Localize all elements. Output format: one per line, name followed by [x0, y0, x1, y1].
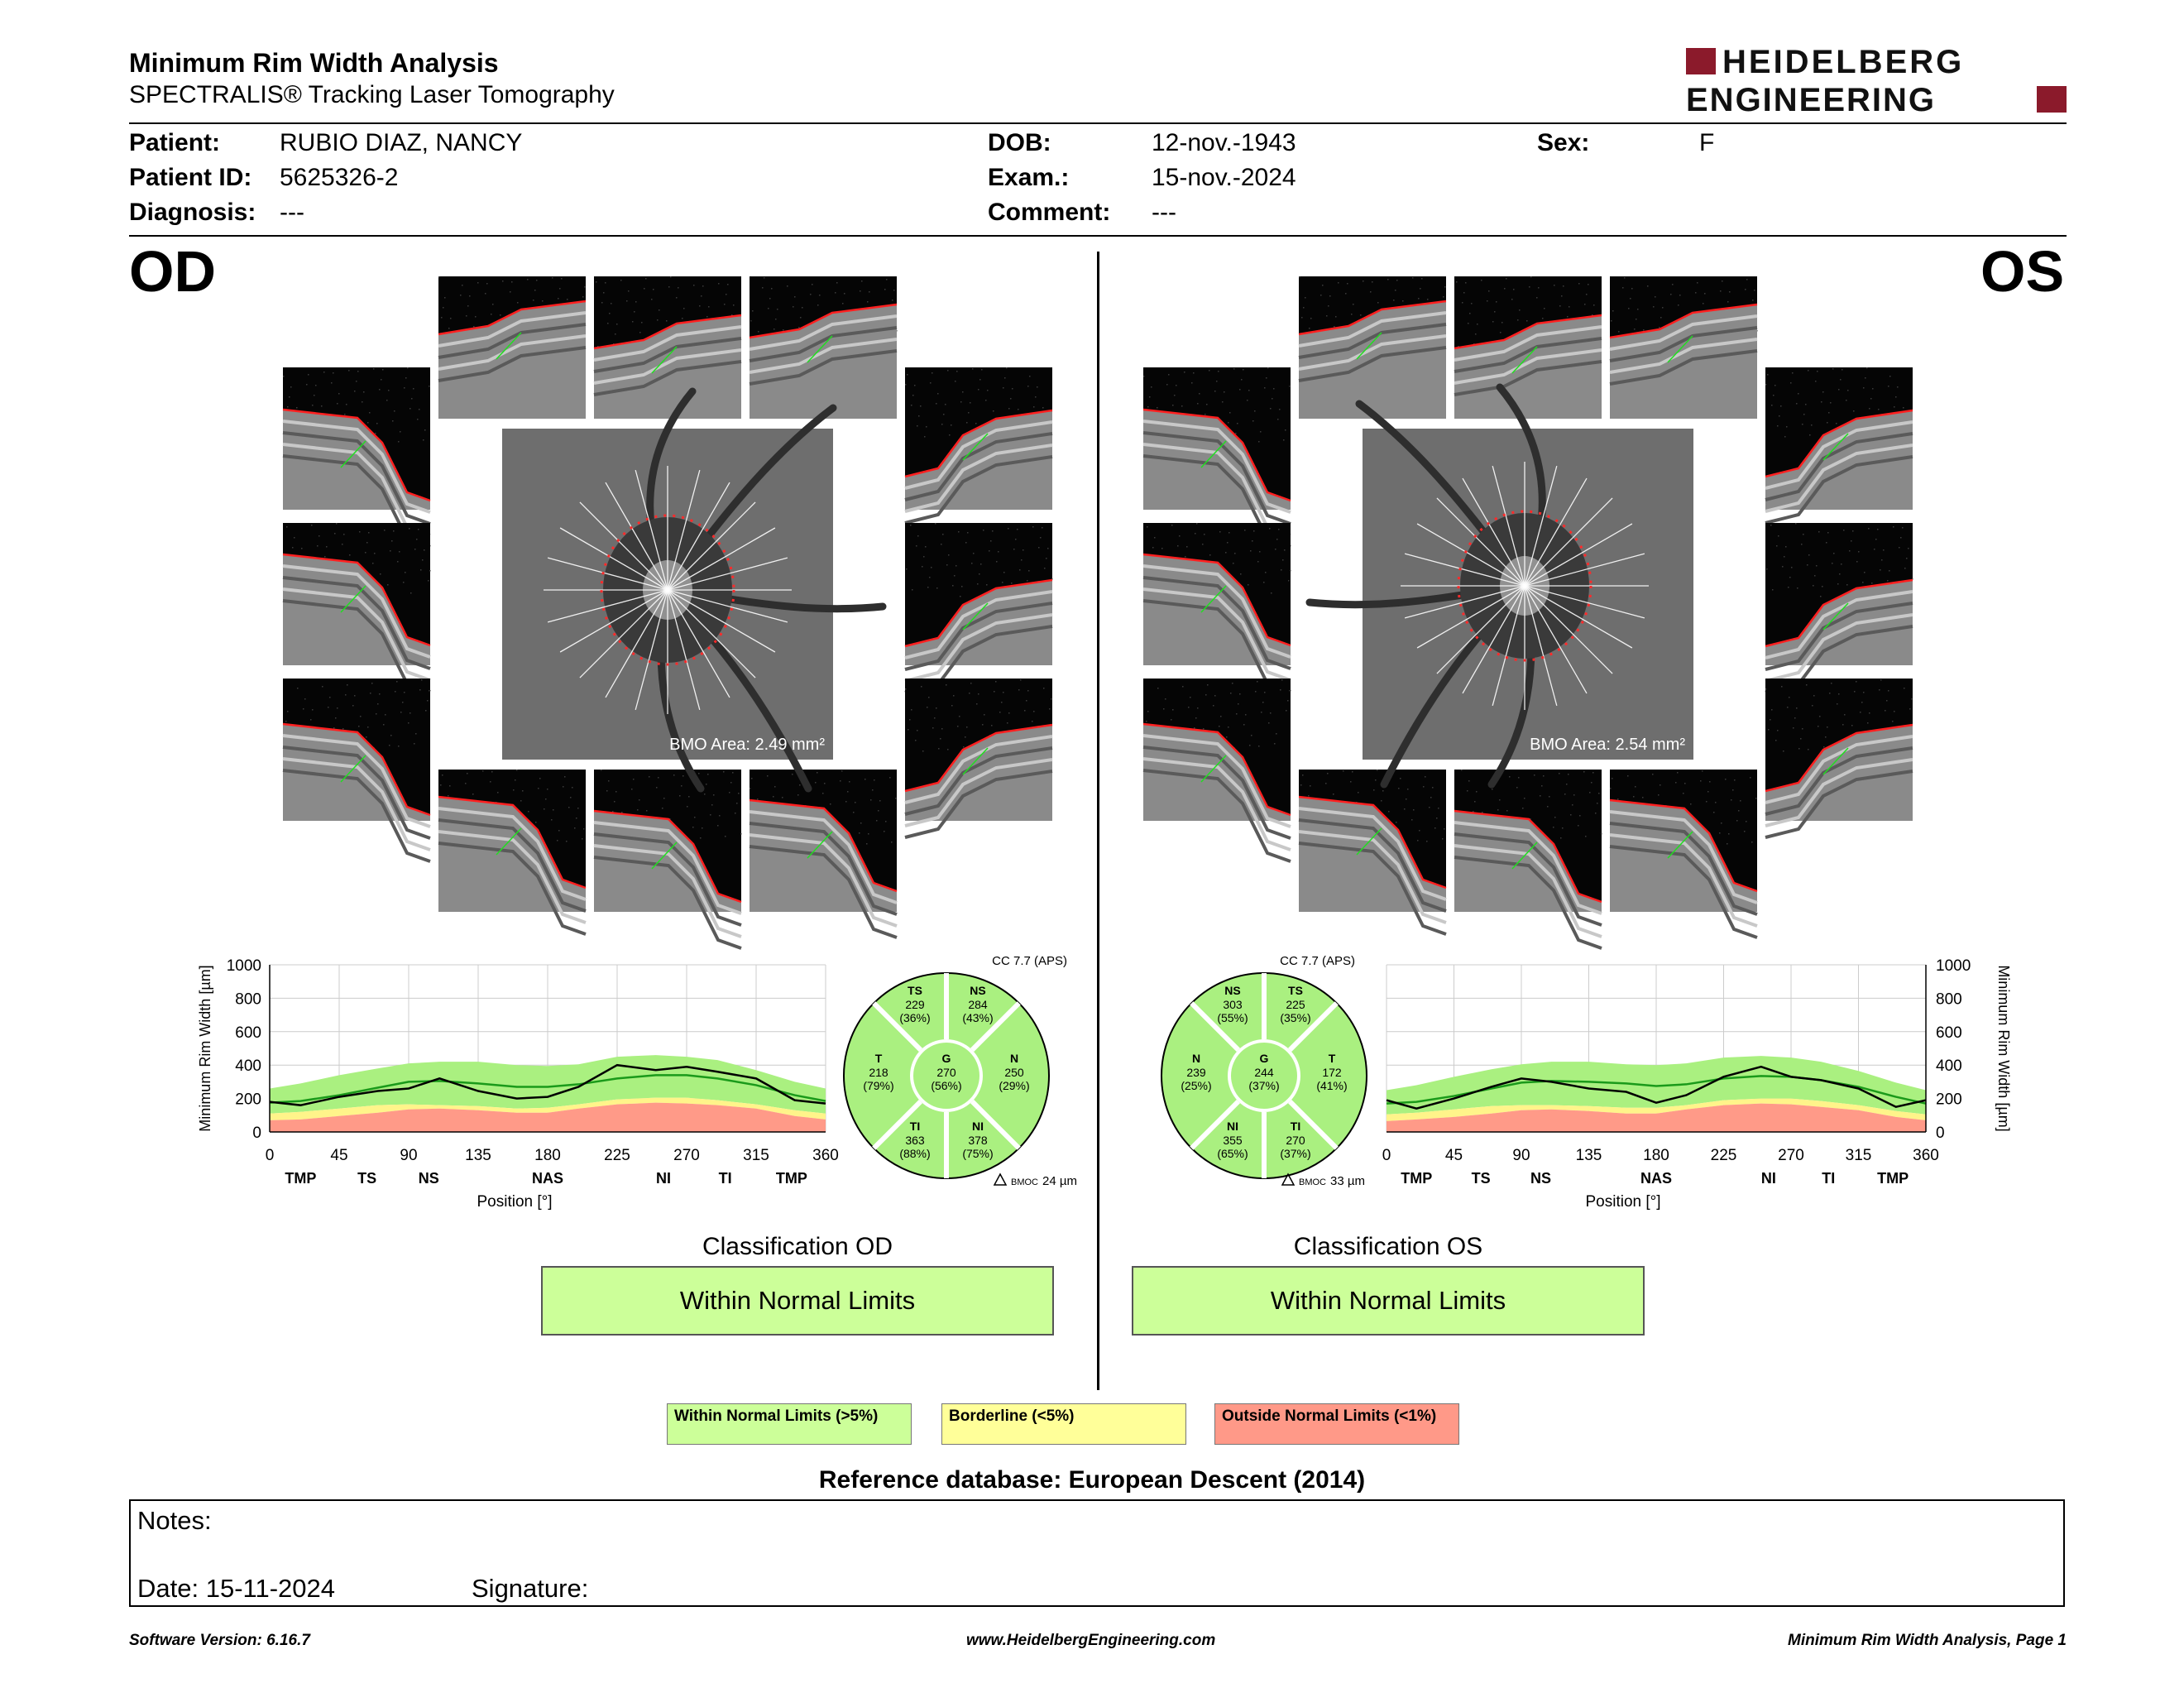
patient-value: RUBIO DIAZ, NANCY — [280, 129, 523, 156]
oct-scan-tile[interactable] — [1143, 679, 1291, 821]
sector-name: NS — [1224, 984, 1241, 997]
sector-axis-label: TS — [357, 1170, 377, 1187]
sector-name: TS — [1288, 984, 1303, 997]
oct-scan-tile[interactable] — [1143, 367, 1291, 510]
patient-id-label: Patient ID: — [129, 164, 252, 191]
sex-label: Sex: — [1537, 129, 1590, 156]
x-tick-label: 135 — [1575, 1147, 1602, 1164]
sector-name: T — [1328, 1052, 1336, 1065]
sector-percent: (55%) — [1217, 1011, 1248, 1024]
sector-value: 363 — [905, 1134, 925, 1147]
y-tick-label: 200 — [1936, 1091, 1962, 1109]
sector-axis-label: NAS — [531, 1170, 564, 1187]
x-tick-label: 315 — [1845, 1147, 1872, 1164]
os-mrw-chart — [1363, 953, 2012, 1239]
y-tick-label: 600 — [235, 1024, 261, 1042]
oct-scan-tile[interactable] — [283, 367, 430, 510]
exam-value: 15-nov.-2024 — [1152, 164, 1296, 191]
sector-axis-label: NI — [1760, 1170, 1776, 1187]
x-tick-label: 45 — [330, 1147, 348, 1164]
od-classification-title: Classification OD — [702, 1233, 893, 1260]
report-subtitle: SPECTRALIS® Tracking Laser Tomography — [129, 81, 615, 108]
sector-percent: (43%) — [962, 1011, 994, 1024]
cc-label: CC 7.7 (APS) — [1280, 954, 1355, 968]
sector-axis-label: NS — [1530, 1170, 1552, 1187]
exam-label: Exam.: — [988, 164, 1070, 191]
sex-value: F — [1699, 129, 1715, 156]
bmoc-label: BMOC — [1299, 1177, 1326, 1187]
notes-label: Notes: — [137, 1506, 212, 1535]
oct-scan-tile[interactable] — [283, 679, 430, 821]
oct-scan-tile[interactable] — [283, 523, 430, 665]
legend-borderline: Borderline (<5%) — [941, 1403, 1186, 1445]
sector-percent: (36%) — [899, 1011, 931, 1024]
x-tick-label: 360 — [1913, 1147, 1939, 1164]
sector-percent: (37%) — [1280, 1147, 1311, 1160]
sector-value: 303 — [1223, 998, 1243, 1011]
oct-scan-tile[interactable] — [750, 276, 897, 419]
oct-scan-tile[interactable] — [1765, 523, 1913, 665]
x-tick-label: 90 — [1512, 1147, 1530, 1164]
sector-name: NI — [972, 1120, 984, 1133]
bmo-area-label: BMO Area: 2.49 mm² — [669, 736, 825, 754]
sector-percent: (65%) — [1217, 1147, 1248, 1160]
sector-name: TI — [909, 1120, 921, 1133]
cc-label: CC 7.7 (APS) — [992, 954, 1067, 968]
x-tick-label: 45 — [1444, 1147, 1463, 1164]
x-tick-label: 225 — [1710, 1147, 1737, 1164]
y-tick-label: 200 — [235, 1091, 261, 1109]
sector-value: 239 — [1186, 1066, 1206, 1079]
delta-icon — [994, 1174, 1006, 1185]
os-classification-title: Classification OS — [1293, 1233, 1483, 1260]
sector-axis-label: TMP — [285, 1170, 317, 1187]
os-sector-diagram — [1140, 950, 1388, 1191]
oct-scan-tile[interactable] — [1610, 770, 1757, 912]
x-tick-label: 180 — [1643, 1147, 1669, 1164]
sector-value: 284 — [968, 998, 988, 1011]
patient-rule — [129, 235, 2067, 237]
y-tick-label: 1000 — [1936, 957, 1971, 975]
logo-line2: ENGINEERING — [1686, 82, 1937, 118]
legend-outside: Outside Normal Limits (<1%) — [1214, 1403, 1459, 1445]
comment-value: --- — [1152, 199, 1176, 226]
y-tick-label: 800 — [1936, 990, 1962, 1009]
sector-name: G — [941, 1052, 951, 1065]
patient-label: Patient: — [129, 129, 221, 156]
sector-name: TS — [908, 984, 922, 997]
sector-axis-label: NAS — [1640, 1170, 1673, 1187]
dob-label: DOB: — [988, 129, 1051, 156]
reference-database: Reference database: European Descent (2014) — [818, 1466, 1366, 1494]
oct-scan-tile[interactable] — [1299, 276, 1446, 419]
bmoc-label: BMOC — [1011, 1177, 1038, 1187]
sector-axis-label: TS — [1471, 1170, 1491, 1187]
sector-axis-label: NI — [656, 1170, 671, 1187]
heidelberg-logo — [1686, 45, 2067, 116]
sector-percent: (25%) — [1181, 1079, 1212, 1092]
sector-percent: (35%) — [1280, 1011, 1311, 1024]
sector-value: 250 — [1004, 1066, 1024, 1079]
oct-scan-tile[interactable] — [594, 276, 741, 419]
sector-value: 244 — [1254, 1066, 1274, 1079]
y-tick-label: 1000 — [226, 957, 261, 975]
sector-name: TI — [1290, 1120, 1301, 1133]
website-link[interactable]: www.HeidelbergEngineering.com — [966, 1632, 1216, 1649]
x-axis-label: Position [°] — [477, 1193, 553, 1211]
y-axis-label: Minimum Rim Width [µm] — [197, 965, 213, 1132]
page-number: Minimum Rim Width Analysis, Page 1 — [1788, 1632, 2067, 1649]
x-tick-label: 0 — [1382, 1147, 1391, 1164]
sector-value: 225 — [1286, 998, 1305, 1011]
oct-scan-tile[interactable] — [1299, 770, 1446, 912]
oct-scan-tile[interactable] — [905, 367, 1052, 510]
signature-label: Signature: — [472, 1574, 589, 1603]
notes-box — [129, 1499, 2065, 1607]
oct-scan-tile[interactable] — [438, 276, 586, 419]
sector-axis-label: TI — [1822, 1170, 1836, 1187]
oct-scan-tile[interactable] — [1765, 679, 1913, 821]
x-tick-label: 270 — [1778, 1147, 1804, 1164]
legend-normal: Within Normal Limits (>5%) — [667, 1403, 912, 1445]
sector-value: 270 — [936, 1066, 956, 1079]
oct-scan-tile[interactable] — [905, 679, 1052, 821]
date-label: Date: 15-11-2024 — [137, 1574, 335, 1603]
sector-value: 172 — [1322, 1066, 1342, 1079]
y-tick-label: 400 — [235, 1057, 261, 1076]
center-divider — [1097, 252, 1099, 1390]
od-fundus-image[interactable] — [502, 429, 833, 760]
diagnosis-label: Diagnosis: — [129, 199, 256, 226]
y-tick-label: 600 — [1936, 1024, 1962, 1042]
oct-scan-tile[interactable] — [1454, 770, 1602, 912]
oct-scan-tile[interactable] — [905, 523, 1052, 665]
sector-percent: (75%) — [962, 1147, 994, 1160]
sector-value: 229 — [905, 998, 925, 1011]
sector-percent: (88%) — [899, 1147, 931, 1160]
oct-scan-tile[interactable] — [1610, 276, 1757, 419]
oct-scan-tile[interactable] — [438, 770, 586, 912]
sector-axis-label: TMP — [1877, 1170, 1909, 1187]
sector-name: N — [1009, 1052, 1019, 1065]
oct-scan-tile[interactable] — [1454, 276, 1602, 419]
y-tick-label: 800 — [235, 990, 261, 1009]
x-axis-label: Position [°] — [1585, 1193, 1661, 1211]
sector-name: N — [1191, 1052, 1201, 1065]
x-tick-label: 360 — [812, 1147, 839, 1164]
sector-axis-label: TMP — [775, 1170, 807, 1187]
x-tick-label: 180 — [534, 1147, 561, 1164]
od-eye-label: OD — [129, 239, 216, 304]
sector-name: NI — [1227, 1120, 1238, 1133]
sector-axis-label: TI — [718, 1170, 732, 1187]
sector-percent: (79%) — [863, 1079, 894, 1092]
x-tick-label: 315 — [743, 1147, 769, 1164]
dob-value: 12-nov.-1943 — [1152, 129, 1296, 156]
bmoc-value: 33 µm — [1330, 1174, 1365, 1188]
report-title: Minimum Rim Width Analysis — [129, 48, 499, 78]
logo-line1: HEIDELBERG — [1722, 44, 1965, 80]
bmo-area-label: BMO Area: 2.54 mm² — [1530, 736, 1685, 754]
x-tick-label: 270 — [673, 1147, 700, 1164]
x-tick-label: 90 — [400, 1147, 418, 1164]
os-eye-label: OS — [1980, 239, 2065, 304]
y-axis-label: Minimum Rim Width [µm] — [1995, 965, 2012, 1132]
bmoc-value: 24 µm — [1042, 1174, 1077, 1188]
x-tick-label: 135 — [465, 1147, 491, 1164]
y-tick-label: 400 — [1936, 1057, 1962, 1076]
sector-percent: (37%) — [1248, 1079, 1280, 1092]
diagnosis-value: --- — [280, 199, 304, 226]
sector-percent: (41%) — [1316, 1079, 1348, 1092]
header-rule — [129, 122, 2067, 124]
sector-value: 378 — [968, 1134, 988, 1147]
sector-percent: (29%) — [999, 1079, 1030, 1092]
x-tick-label: 0 — [265, 1147, 275, 1164]
software-version: Software Version: 6.16.7 — [129, 1632, 310, 1649]
os-classification-result: Within Normal Limits — [1132, 1266, 1645, 1336]
y-tick-label: 0 — [1936, 1125, 1945, 1142]
sector-name: G — [1259, 1052, 1269, 1065]
sector-value: 218 — [869, 1066, 888, 1079]
y-tick-label: 0 — [252, 1125, 261, 1142]
sector-value: 355 — [1223, 1134, 1243, 1147]
oct-scan-tile[interactable] — [750, 770, 897, 912]
oct-scan-tile[interactable] — [1143, 523, 1291, 665]
od-classification-result: Within Normal Limits — [541, 1266, 1054, 1336]
sector-percent: (56%) — [931, 1079, 962, 1092]
sector-name: T — [874, 1052, 883, 1065]
od-mrw-chart — [195, 953, 841, 1239]
patient-id-value: 5625326-2 — [280, 164, 399, 191]
oct-scan-tile[interactable] — [594, 770, 741, 912]
sector-name: NS — [970, 984, 986, 997]
os-fundus-image[interactable] — [1363, 429, 1693, 760]
oct-scan-tile[interactable] — [1765, 367, 1913, 510]
od-sector-diagram — [837, 950, 1085, 1191]
sector-axis-label: NS — [418, 1170, 439, 1187]
comment-label: Comment: — [988, 199, 1111, 226]
sector-axis-label: TMP — [1401, 1170, 1433, 1187]
sector-value: 270 — [1286, 1134, 1305, 1147]
x-tick-label: 225 — [604, 1147, 630, 1164]
